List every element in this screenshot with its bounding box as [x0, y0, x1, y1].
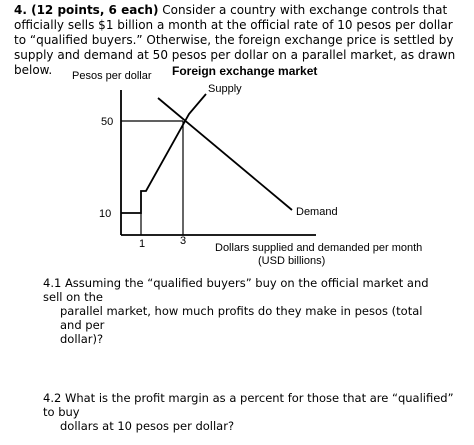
y-tick-50: 50 [101, 116, 114, 128]
question-4-2-line1: 4.2 What is the profit margin as a percent for those that are “qualified” to buy [43, 391, 454, 419]
problem-text: Consider a country with exchange controls that officially sells $1 billion a month at the official rate of 10 pesos per dollar to “qualified buyers.” Otherwise, the foreign exchange price is settled by supply and demand at 50 pesos per dollar on a parallel market, as drawn below. [14, 3, 456, 77]
x-tick-3: 3 [180, 235, 187, 247]
x-axis-label-line2: (USD billions) [258, 255, 326, 267]
question-4-2 [43, 391, 463, 433]
question-4-1-line2: parallel market, how much profits do they make in pesos (total and per [60, 304, 423, 332]
supply-curve [121, 94, 206, 213]
y-axis-label: Pesos per dollar [72, 70, 152, 82]
question-4-1-line3: dollar)? [60, 332, 104, 346]
x-axis-label-line1: Dollars supplied and demanded per month [215, 242, 423, 254]
problem-number: 4. (12 points, 6 each) [14, 3, 159, 17]
question-4-2-line2: dollars at 10 pesos per dollar? [60, 419, 235, 433]
question-4-1-line1: 4.1 Assuming the “qualified buyers” buy on the official market and sell on the [43, 276, 429, 304]
demand-label: Demand [296, 206, 338, 218]
demand-curve [158, 98, 292, 210]
y-tick-10: 10 [99, 208, 112, 220]
question-4-1 [43, 276, 443, 346]
diagram-title: Foreign exchange market [172, 64, 318, 78]
x-tick-1: 1 [139, 238, 146, 250]
supply-label: Supply [208, 83, 242, 95]
